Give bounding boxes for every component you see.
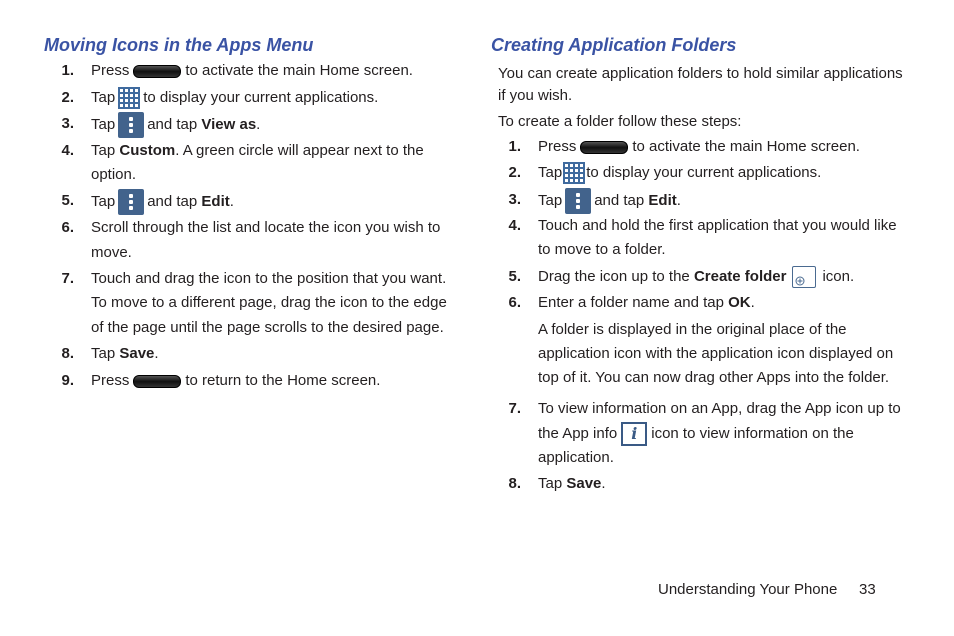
footer-section-title: Understanding Your Phone [658,581,838,598]
apps-grid-icon [563,162,585,184]
right-heading: Creating Application Folders [491,35,737,55]
menu-icon [565,188,591,214]
menu-icon [118,189,144,215]
intro-line: To create a folder follow these steps: [498,113,742,130]
left-heading: Moving Icons in the Apps Menu [44,35,314,55]
apps-grid-icon [118,87,140,109]
page-number: 33 [859,581,876,598]
home-key-icon [133,65,181,78]
intro-line: if you wish. [498,87,573,104]
home-key-icon [580,141,628,154]
intro-line: You can create application folders to hold similar applications [498,65,903,82]
create-folder-icon [792,266,816,288]
app-info-icon: i [621,422,647,446]
home-key-icon [133,375,181,388]
menu-icon [118,112,144,138]
